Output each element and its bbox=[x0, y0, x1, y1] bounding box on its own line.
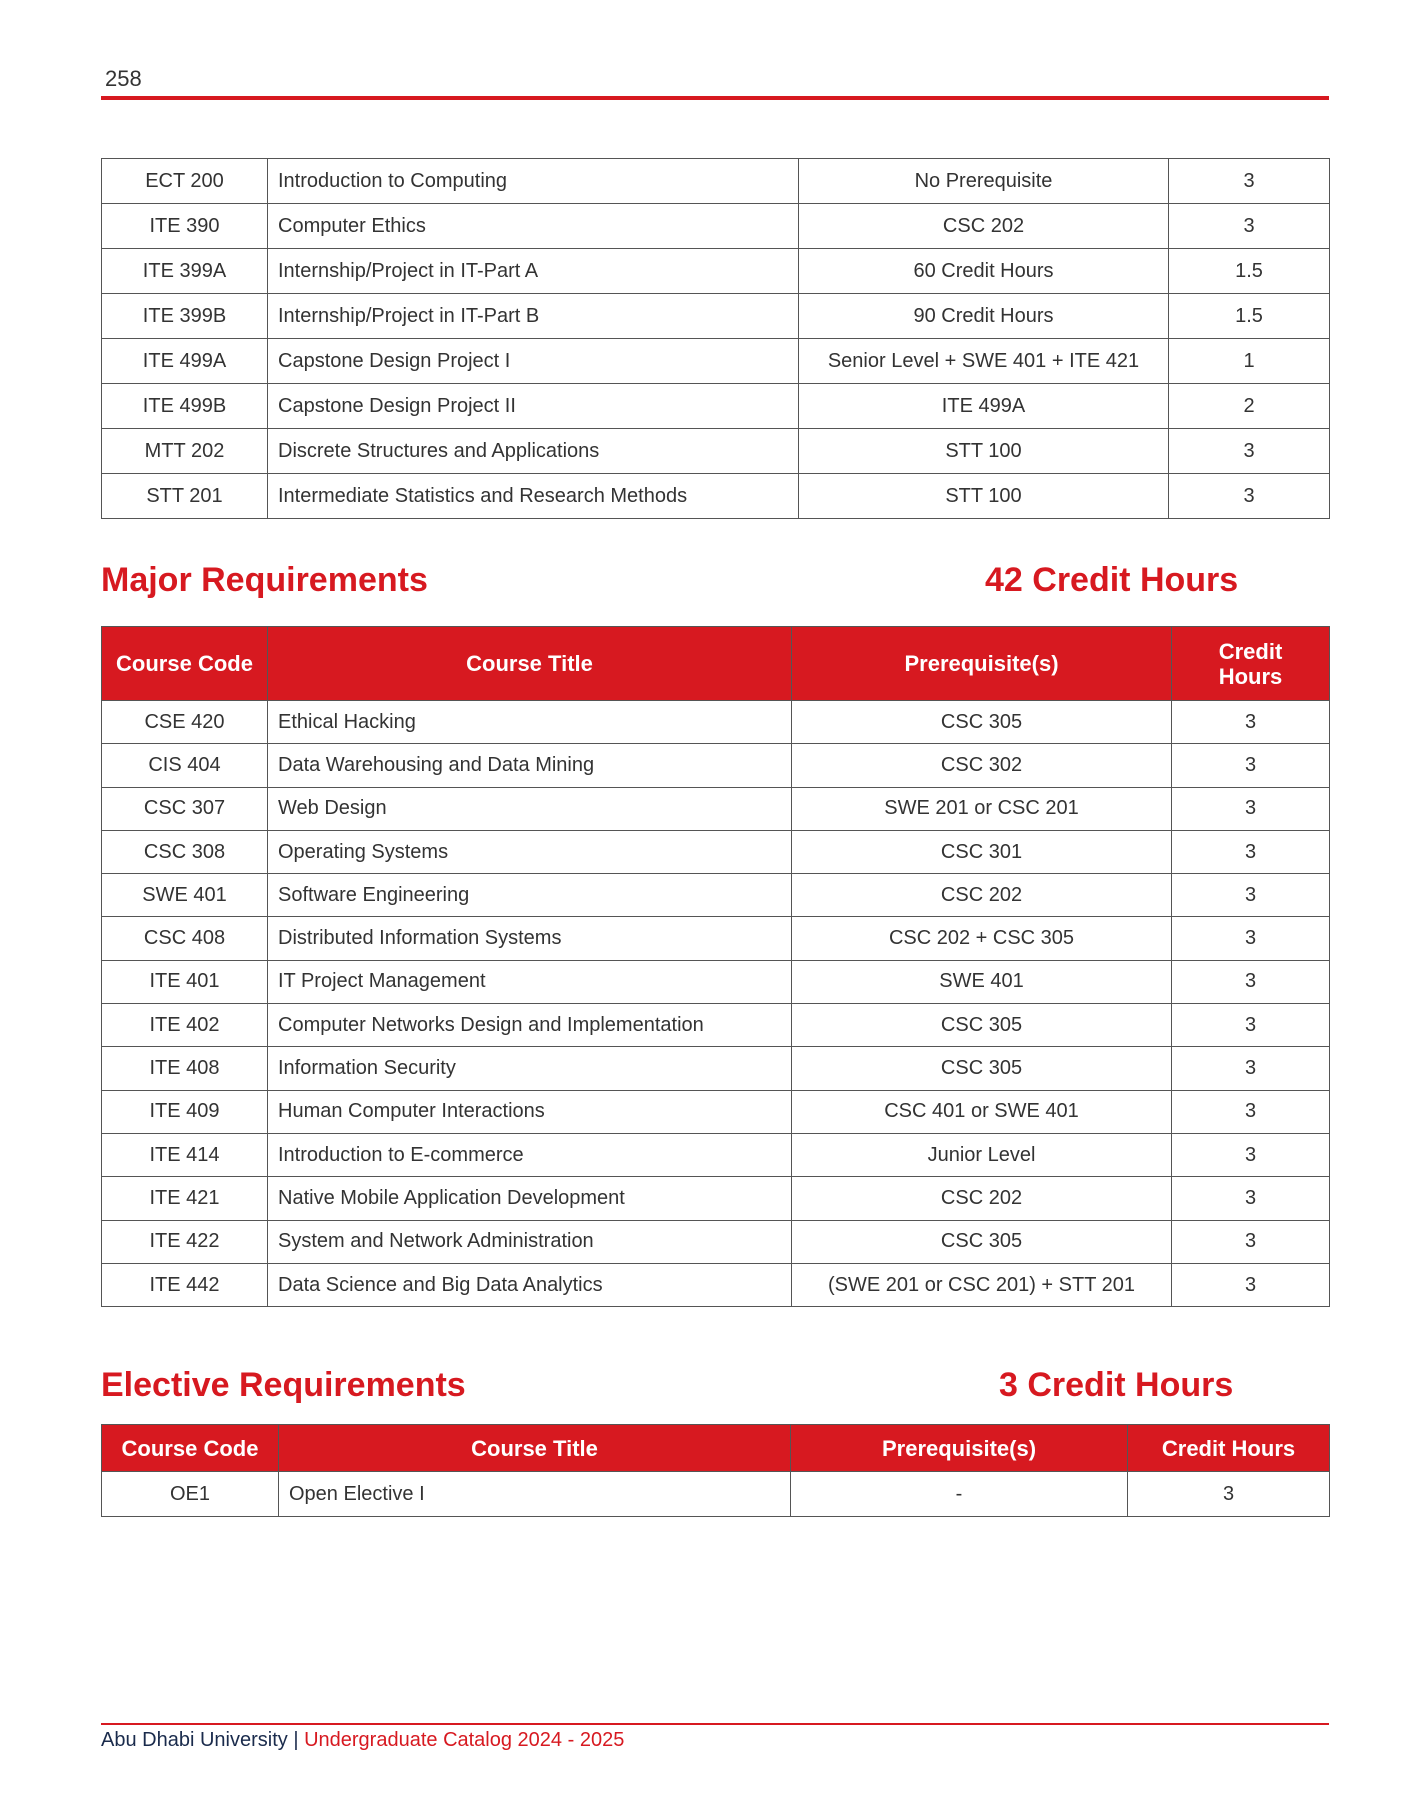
cell-course-title: Internship/Project in IT-Part A bbox=[268, 249, 799, 294]
cell-credit-hours: 1 bbox=[1169, 339, 1330, 384]
cell-course-code: ITE 402 bbox=[102, 1004, 268, 1047]
table-row bbox=[102, 474, 1330, 519]
cell-prerequisites: ITE 499A bbox=[799, 384, 1169, 429]
cell-course-code: CSC 408 bbox=[102, 917, 268, 960]
cell-course-title: Introduction to Computing bbox=[268, 159, 799, 204]
cell-course-code: ITE 499A bbox=[102, 339, 268, 384]
header-rule bbox=[101, 96, 1329, 100]
table-row bbox=[102, 1133, 1330, 1176]
continued-course-table-body bbox=[102, 159, 1330, 519]
table-row bbox=[102, 339, 1330, 384]
header-course-title: Course Title bbox=[279, 1425, 791, 1472]
cell-course-title: Web Design bbox=[268, 787, 792, 830]
cell-prerequisites: CSC 305 bbox=[792, 1004, 1172, 1047]
cell-course-code: ITE 409 bbox=[102, 1090, 268, 1133]
cell-course-title: Open Elective I bbox=[279, 1472, 791, 1517]
cell-course-title: Software Engineering bbox=[268, 874, 792, 917]
cell-course-code: CSC 308 bbox=[102, 830, 268, 873]
table-row bbox=[102, 384, 1330, 429]
elective-requirements-heading: Elective Requirements bbox=[101, 1366, 466, 1404]
cell-course-code: ITE 421 bbox=[102, 1177, 268, 1220]
cell-prerequisites: Senior Level + SWE 401 + ITE 421 bbox=[799, 339, 1169, 384]
cell-credit-hours: 3 bbox=[1172, 1090, 1330, 1133]
cell-course-code: MTT 202 bbox=[102, 429, 268, 474]
table-row bbox=[102, 960, 1330, 1003]
cell-credit-hours: 3 bbox=[1169, 474, 1330, 519]
footer-rule bbox=[101, 1723, 1329, 1725]
cell-prerequisites: (SWE 201 or CSC 201) + STT 201 bbox=[792, 1263, 1172, 1306]
cell-course-title: Internship/Project in IT-Part B bbox=[268, 294, 799, 339]
table-row bbox=[102, 744, 1330, 787]
cell-prerequisites: 60 Credit Hours bbox=[799, 249, 1169, 294]
table-row bbox=[102, 1220, 1330, 1263]
cell-prerequisites: SWE 201 or CSC 201 bbox=[792, 787, 1172, 830]
cell-course-title: Capstone Design Project I bbox=[268, 339, 799, 384]
cell-course-title: IT Project Management bbox=[268, 960, 792, 1003]
cell-credit-hours: 3 bbox=[1172, 1220, 1330, 1263]
cell-course-title: Introduction to E-commerce bbox=[268, 1133, 792, 1176]
cell-credit-hours: 2 bbox=[1169, 384, 1330, 429]
cell-credit-hours: 3 bbox=[1172, 1133, 1330, 1176]
cell-credit-hours: 3 bbox=[1169, 204, 1330, 249]
major-requirements-heading: Major Requirements bbox=[101, 561, 428, 599]
cell-course-title: Native Mobile Application Development bbox=[268, 1177, 792, 1220]
cell-course-title: Operating Systems bbox=[268, 830, 792, 873]
table-row bbox=[102, 701, 1330, 744]
table-row bbox=[102, 249, 1330, 294]
cell-prerequisites: 90 Credit Hours bbox=[799, 294, 1169, 339]
cell-prerequisites: CSC 305 bbox=[792, 1220, 1172, 1263]
cell-credit-hours: 3 bbox=[1172, 1177, 1330, 1220]
table-row bbox=[102, 1047, 1330, 1090]
cell-credit-hours: 1.5 bbox=[1169, 249, 1330, 294]
cell-course-title: Ethical Hacking bbox=[268, 701, 792, 744]
cell-credit-hours: 3 bbox=[1172, 787, 1330, 830]
table-row bbox=[102, 1472, 1330, 1517]
cell-course-title: Data Science and Big Data Analytics bbox=[268, 1263, 792, 1306]
cell-credit-hours: 3 bbox=[1172, 1004, 1330, 1047]
cell-credit-hours: 3 bbox=[1172, 917, 1330, 960]
cell-course-code: ITE 414 bbox=[102, 1133, 268, 1176]
cell-prerequisites: CSC 401 or SWE 401 bbox=[792, 1090, 1172, 1133]
header-course-title: Course Title bbox=[268, 627, 792, 701]
cell-prerequisites: CSC 202 + CSC 305 bbox=[792, 917, 1172, 960]
elective-requirements-table-body bbox=[102, 1472, 1330, 1517]
cell-course-code: CSC 307 bbox=[102, 787, 268, 830]
cell-prerequisites: CSC 202 bbox=[792, 874, 1172, 917]
cell-credit-hours: 3 bbox=[1172, 830, 1330, 873]
cell-credit-hours: 1.5 bbox=[1169, 294, 1330, 339]
cell-course-code: ITE 399B bbox=[102, 294, 268, 339]
footer-catalog: Undergraduate Catalog 2024 - 2025 bbox=[304, 1729, 625, 1751]
cell-course-title: Information Security bbox=[268, 1047, 792, 1090]
table-header-row bbox=[102, 627, 1330, 701]
table-row bbox=[102, 874, 1330, 917]
table-row bbox=[102, 1177, 1330, 1220]
footer-separator: | bbox=[293, 1729, 299, 1751]
table-row bbox=[102, 294, 1330, 339]
cell-prerequisites: SWE 401 bbox=[792, 960, 1172, 1003]
cell-credit-hours: 3 bbox=[1128, 1472, 1330, 1517]
cell-course-title: Intermediate Statistics and Research Methods bbox=[268, 474, 799, 519]
cell-course-title: Distributed Information Systems bbox=[268, 917, 792, 960]
table-header-row bbox=[102, 1425, 1330, 1472]
cell-course-code: ITE 399A bbox=[102, 249, 268, 294]
footer-university: Abu Dhabi University bbox=[101, 1729, 288, 1751]
elective-requirements-table bbox=[101, 1424, 1330, 1517]
table-row bbox=[102, 917, 1330, 960]
page-number: 258 bbox=[105, 66, 142, 91]
table-row bbox=[102, 1090, 1330, 1133]
table-row bbox=[102, 429, 1330, 474]
cell-prerequisites: CSC 202 bbox=[792, 1177, 1172, 1220]
header-credit-hours: Credit Hours bbox=[1128, 1425, 1330, 1472]
header-course-code: Course Code bbox=[102, 1425, 279, 1472]
major-requirements-table-body bbox=[102, 701, 1330, 1307]
cell-course-code: ITE 390 bbox=[102, 204, 268, 249]
continued-course-table bbox=[101, 158, 1330, 519]
cell-course-code: CIS 404 bbox=[102, 744, 268, 787]
cell-prerequisites: CSC 305 bbox=[792, 1047, 1172, 1090]
cell-course-title: Capstone Design Project II bbox=[268, 384, 799, 429]
cell-course-title: Computer Networks Design and Implementation bbox=[268, 1004, 792, 1047]
cell-prerequisites: CSC 302 bbox=[792, 744, 1172, 787]
major-credit-hours: 42 Credit Hours bbox=[985, 561, 1239, 599]
cell-course-title: Data Warehousing and Data Mining bbox=[268, 744, 792, 787]
footer bbox=[101, 1729, 624, 1752]
table-row bbox=[102, 830, 1330, 873]
cell-prerequisites: STT 100 bbox=[799, 429, 1169, 474]
cell-course-code: ITE 442 bbox=[102, 1263, 268, 1306]
cell-course-code: ITE 408 bbox=[102, 1047, 268, 1090]
cell-credit-hours: 3 bbox=[1169, 429, 1330, 474]
cell-course-code: SWE 401 bbox=[102, 874, 268, 917]
header-course-code: Course Code bbox=[102, 627, 268, 701]
table-row bbox=[102, 787, 1330, 830]
table-row bbox=[102, 1004, 1330, 1047]
cell-prerequisites: Junior Level bbox=[792, 1133, 1172, 1176]
cell-prerequisites: No Prerequisite bbox=[799, 159, 1169, 204]
elective-credit-hours: 3 Credit Hours bbox=[999, 1366, 1234, 1404]
cell-credit-hours: 3 bbox=[1172, 701, 1330, 744]
header-prerequisites: Prerequisite(s) bbox=[792, 627, 1172, 701]
cell-course-code: CSE 420 bbox=[102, 701, 268, 744]
cell-course-title: System and Network Administration bbox=[268, 1220, 792, 1263]
table-row bbox=[102, 204, 1330, 249]
cell-course-code: ITE 499B bbox=[102, 384, 268, 429]
cell-credit-hours: 3 bbox=[1169, 159, 1330, 204]
header-prerequisites: Prerequisite(s) bbox=[791, 1425, 1128, 1472]
table-row bbox=[102, 1263, 1330, 1306]
table-row bbox=[102, 159, 1330, 204]
cell-course-title: Computer Ethics bbox=[268, 204, 799, 249]
cell-prerequisites: CSC 301 bbox=[792, 830, 1172, 873]
cell-course-code: ITE 401 bbox=[102, 960, 268, 1003]
header-credit-hours: Credit Hours bbox=[1172, 627, 1330, 701]
cell-credit-hours: 3 bbox=[1172, 960, 1330, 1003]
cell-course-title: Discrete Structures and Applications bbox=[268, 429, 799, 474]
major-requirements-table bbox=[101, 626, 1330, 1307]
cell-prerequisites: STT 100 bbox=[799, 474, 1169, 519]
cell-course-code: OE1 bbox=[102, 1472, 279, 1517]
cell-course-code: STT 201 bbox=[102, 474, 268, 519]
cell-course-code: ECT 200 bbox=[102, 159, 268, 204]
cell-prerequisites: CSC 305 bbox=[792, 701, 1172, 744]
cell-prerequisites: CSC 202 bbox=[799, 204, 1169, 249]
cell-course-code: ITE 422 bbox=[102, 1220, 268, 1263]
cell-prerequisites: - bbox=[791, 1472, 1128, 1517]
cell-course-title: Human Computer Interactions bbox=[268, 1090, 792, 1133]
cell-credit-hours: 3 bbox=[1172, 874, 1330, 917]
cell-credit-hours: 3 bbox=[1172, 1263, 1330, 1306]
cell-credit-hours: 3 bbox=[1172, 1047, 1330, 1090]
cell-credit-hours: 3 bbox=[1172, 744, 1330, 787]
